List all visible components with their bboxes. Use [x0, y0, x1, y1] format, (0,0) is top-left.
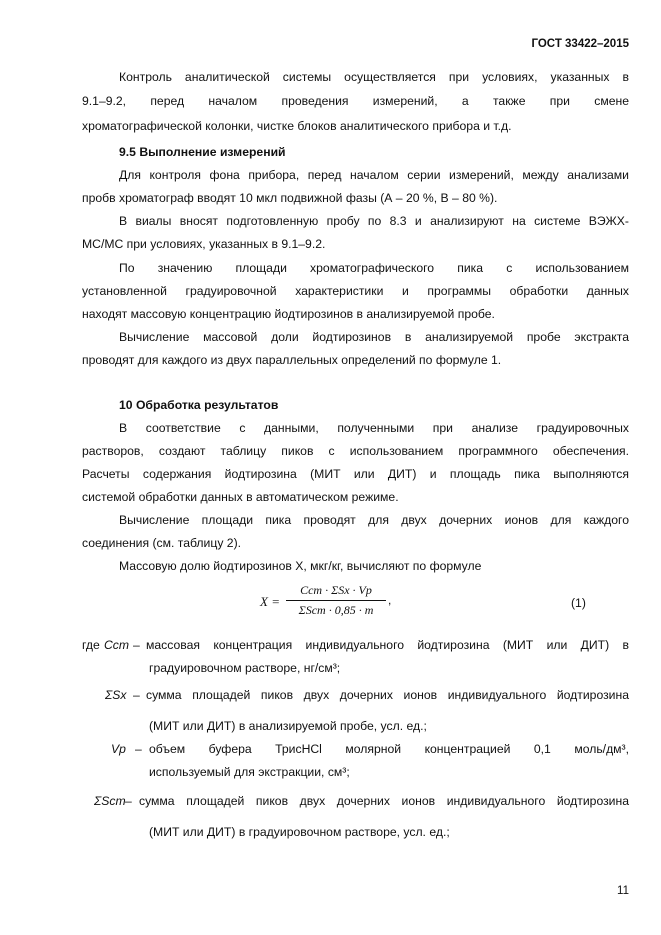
- def-dash: –: [125, 794, 132, 808]
- where-label: где: [82, 638, 100, 652]
- formula-lhs: X =: [260, 594, 280, 609]
- def-c-st-line-1: массовая концентрация индивидуального йодтирозина (МИТ или ДИТ) в: [146, 638, 629, 652]
- paragraph-area-line-2: соединения (см. таблицу 2).: [82, 536, 242, 550]
- section-10-title: 10 Обработка результатов: [119, 398, 279, 412]
- def-dash: –: [133, 638, 140, 652]
- paragraph-control-line-1: Контроль аналитической системы осуществляется при условиях, указанных в: [119, 70, 629, 84]
- formula-1: [260, 583, 430, 623]
- def-dash: –: [135, 742, 142, 756]
- paragraph-calc-line-2: проводят для каждого из двух параллельных определений по формуле 1.: [82, 353, 502, 367]
- def-v-r-line-1: объем буфера ТрисHCl молярной концентрацией 0,1 моль/дм³,: [149, 742, 629, 756]
- paragraph-calc-line-1: Вычисление массовой доли йодтирозинов в анализируемой пробе экстракта: [119, 330, 629, 344]
- paragraph-peak-line-3: находят массовую концентрацию йодтирозинов в анализируемой пробе.: [82, 307, 495, 321]
- formula-numerator: Cст · ΣSx · Vр: [300, 583, 372, 597]
- page-number: 11: [617, 885, 629, 897]
- formula-denominator: ΣSст · 0,85 · m: [298, 603, 374, 617]
- formula-number: (1): [571, 596, 586, 610]
- paragraph-results-line-1: В соответствие с данными, полученными при анализе градуировочных: [119, 421, 629, 435]
- formula-comma: ,: [388, 593, 392, 607]
- def-sum-s-st-line-2: (МИТ или ДИТ) в градуировочном растворе, усл. ед.;: [149, 825, 450, 839]
- paragraph-background-line-2: пробв хроматограф вводят 10 мкл подвижной фазы (А – 20 %, В – 80 %).: [82, 191, 498, 205]
- paragraph-results-line-4: системой обработки данных в автоматическом режиме.: [82, 490, 399, 504]
- def-sum-sx-line-2: (МИТ или ДИТ) в анализируемой пробе, усл. ед.;: [149, 719, 427, 733]
- paragraph-peak-line-1: По значению площади хроматографического пика с использованием: [119, 261, 629, 275]
- paragraph-results-line-3: Расчеты содержания йодтирозина (МИТ или ДИТ) и площадь пика выполняются: [82, 467, 629, 481]
- paragraph-control-line-2: 9.1–9.2, перед началом проведения измерений, а также при смене: [82, 94, 629, 108]
- paragraph-vials-line-2: МС/МС при условиях, указанных в 9.1–9.2.: [82, 237, 326, 251]
- def-sum-sx-line-1: сумма площадей пиков двух дочерних ионов индивидуального йодтирозина: [146, 688, 629, 702]
- paragraph-control-line-3: хроматографической колонки, чистке блоков аналитического прибора и т.д.: [82, 119, 512, 133]
- section-9-5-title: 9.5 Выполнение измерений: [119, 145, 286, 159]
- paragraph-results-line-2: растворов, создают таблицу пиков с использованием программного обеспечения.: [82, 444, 629, 458]
- def-symbol-c-st: Cст: [104, 638, 130, 652]
- def-sum-s-st-line-1: сумма площадей пиков двух дочерних ионов индивидуального йодтирозина: [139, 794, 629, 808]
- formula-intro: Массовую долю йодтирозинов X, мкг/кг, вычисляют по формуле: [119, 559, 482, 573]
- def-dash: –: [133, 688, 140, 702]
- def-c-st-line-2: градуировочном растворе, нг/см³;: [149, 661, 341, 675]
- def-v-r-line-2: используемый для экстракции, см³;: [149, 765, 350, 779]
- paragraph-peak-line-2: установленной градуировочной характеристики и программы обработки данных: [82, 284, 629, 298]
- formula-fraction: [284, 583, 388, 618]
- paragraph-background-line-1: Для контроля фона прибора, перед началом серии измерений, между анализами: [119, 168, 629, 182]
- def-symbol-v-r: Vр: [111, 742, 126, 756]
- paragraph-area-line-1: Вычисление площади пика проводят для двух дочерних ионов для каждого: [119, 513, 629, 527]
- def-symbol-sum-sx: ΣSx: [105, 688, 127, 702]
- paragraph-vials-line-1: В виалы вносят подготовленную пробу по 8.3 и анализируют на системе ВЭЖХ-: [119, 214, 629, 228]
- def-symbol-sum-s-st: ΣSст: [94, 794, 126, 808]
- document-header: ГОСТ 33422–2015: [531, 38, 629, 50]
